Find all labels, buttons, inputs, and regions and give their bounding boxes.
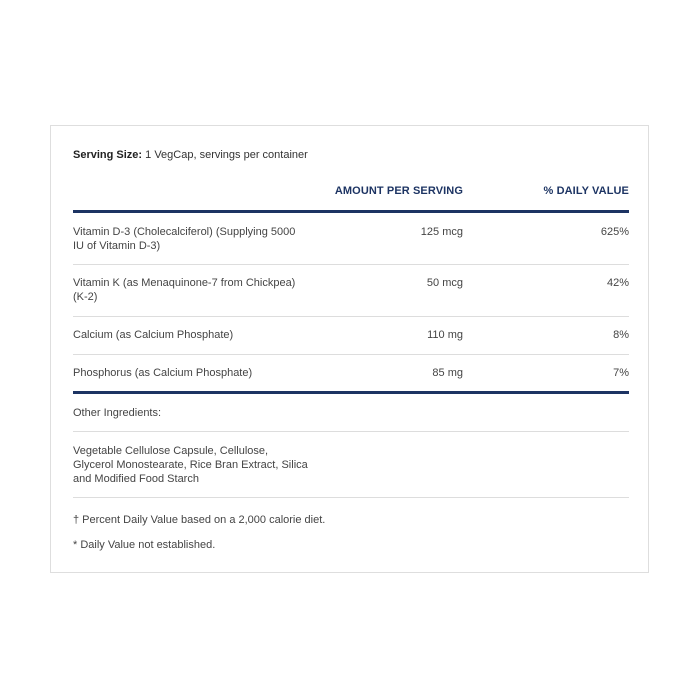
nutrient-amount: 85 mg [432, 367, 463, 379]
header-divider [73, 210, 629, 213]
other-ingredients-text: Vegetable Cellulose Capsule, Cellulose, Glycerol Monostearate, Rice Bran Extract, Silica and Modified Food Starch [73, 445, 308, 485]
nutrient-row [73, 328, 629, 344]
nutrient-amount: 125 mcg [420, 226, 463, 238]
nutrient-name: Vitamin K (as Menaquinone-7 from Chickpea) (K-2) [73, 277, 296, 303]
nutrient-name: Phosphorus (as Calcium Phosphate) [73, 367, 253, 379]
section-divider [73, 431, 629, 432]
footnote-percent-daily-value: † Percent Daily Value based on a 2,000 calorie diet. [73, 514, 326, 526]
nutrients-end-divider [73, 391, 629, 394]
row-divider [73, 354, 629, 355]
supplement-facts-content [73, 126, 629, 572]
nutrient-row [73, 366, 629, 382]
nutrient-daily-value: 7% [613, 367, 629, 379]
section-divider [73, 497, 629, 498]
nutrient-row [73, 276, 629, 306]
nutrient-name: Calcium (as Calcium Phosphate) [73, 329, 234, 341]
serving-size-value: 1 VegCap, servings per container [145, 149, 308, 161]
row-divider [73, 264, 629, 265]
serving-size [73, 149, 308, 161]
nutrient-amount: 110 mg [427, 329, 463, 341]
nutrient-name: Vitamin D-3 (Cholecalciferol) (Supplying 5000 IU of Vitamin D-3) [73, 226, 296, 252]
other-ingredients-label: Other Ingredients: [73, 407, 162, 419]
nutrient-daily-value: 42% [606, 277, 629, 289]
nutrient-amount: 50 mcg [426, 277, 463, 289]
footnote-daily-value-not-established: * Daily Value not established. [73, 539, 216, 551]
nutrient-daily-value: 8% [613, 329, 629, 341]
column-header-daily-value: % DAILY VALUE [543, 185, 629, 197]
serving-size-label: Serving Size: [73, 149, 143, 161]
nutrient-daily-value: 625% [600, 226, 629, 238]
column-header-amount: AMOUNT PER SERVING [334, 185, 463, 197]
nutrient-row [73, 225, 629, 255]
row-divider [73, 316, 629, 317]
supplement-facts-panel [50, 125, 649, 573]
